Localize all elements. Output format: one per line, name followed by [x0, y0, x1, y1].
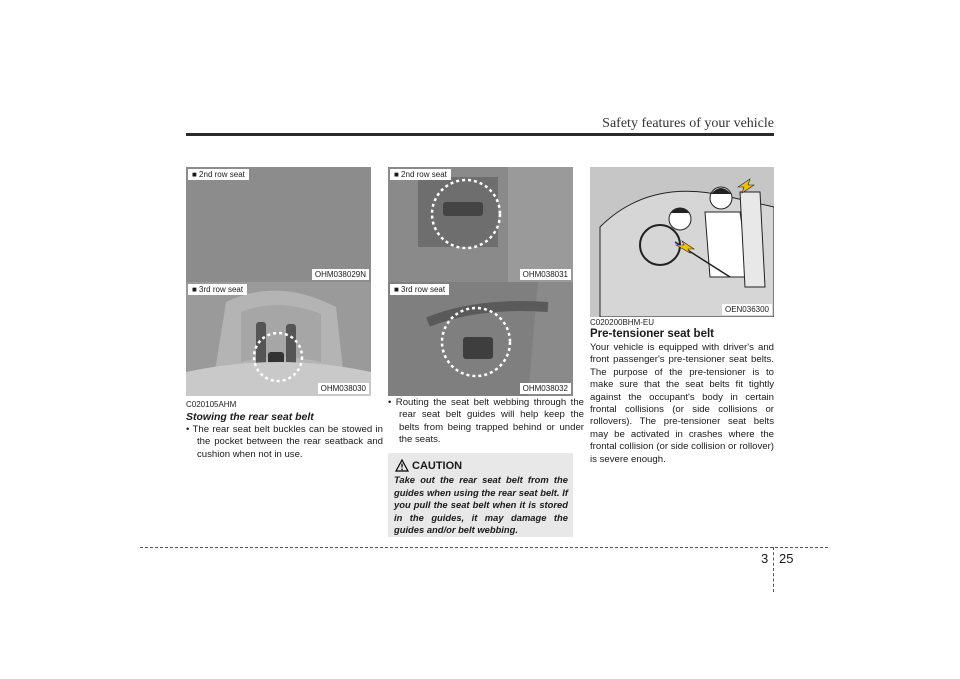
figure-pretensioner-illustration — [590, 167, 774, 317]
seat-photo-image — [388, 282, 573, 396]
figure-label: ■ 3rd row seat — [390, 284, 449, 295]
figure-2nd-row-seat-pocket — [186, 167, 371, 282]
page-number: 25 — [779, 551, 794, 566]
caution-body: Take out the rear seat belt from the guides when using the rear seat belt. If you pull the seat belt when it is stored in the guides, it may damage the guides and/or belt webbing. — [394, 474, 568, 536]
caution-box — [388, 453, 573, 537]
bullet-text: • Routing the seat belt webbing through the rear seat belt guides will help keep the belts from being trapped behind or under the seats. — [388, 397, 584, 446]
figure-label: ■ 2nd row seat — [390, 169, 451, 180]
seat-photo-image — [186, 282, 371, 396]
figure-code: OHM038030 — [318, 383, 369, 394]
figure-3rd-row-seat-guide — [388, 282, 573, 396]
figure-code: OEN036300 — [722, 304, 772, 315]
footer-rule — [140, 547, 828, 548]
figure-code: OHM038031 — [520, 269, 571, 280]
section-heading: Pre-tensioner seat belt — [590, 328, 714, 340]
figure-code: OHM038029N — [312, 269, 369, 280]
figure-label: ■ 3rd row seat — [188, 284, 247, 295]
header-rule — [186, 133, 774, 136]
section-code: C020200BHM-EU — [590, 318, 655, 327]
figure-3rd-row-seat-buckles — [186, 282, 371, 396]
section-body: Your vehicle is equipped with driver's and front passenger's pre-tensioner seat belts. The purpose of the pre-tensioner is to make sure that the seat belts fit tightly against the occupant's body in certain frontal collisions (or side collisions or rollovers). The pre-tensioner seat belts may be activated in crashes where the frontal collision (or side collision or rollover) is severe enough. — [590, 342, 774, 465]
seat-photo-image — [388, 167, 573, 282]
figure-2nd-row-seat-guide — [388, 167, 573, 282]
chapter-number: 3 — [761, 551, 769, 566]
figure-label: ■ 2nd row seat — [188, 169, 249, 180]
bullet-text: • The rear seat belt buckles can be stowed in the pocket between the rear seatback and cushion when not in use. — [186, 424, 383, 460]
section-code: C020105AHM — [186, 400, 237, 409]
caution-title: CAUTION — [412, 460, 463, 472]
section-heading: Stowing the rear seat belt — [186, 411, 314, 423]
seat-photo-image — [186, 167, 371, 282]
pretensioner-illustration-image — [590, 167, 774, 317]
figure-code: OHM038032 — [520, 383, 571, 394]
footer-divider — [773, 547, 774, 592]
page-header-title: Safety features of your vehicle — [602, 116, 774, 131]
warning-triangle-icon — [395, 459, 409, 472]
